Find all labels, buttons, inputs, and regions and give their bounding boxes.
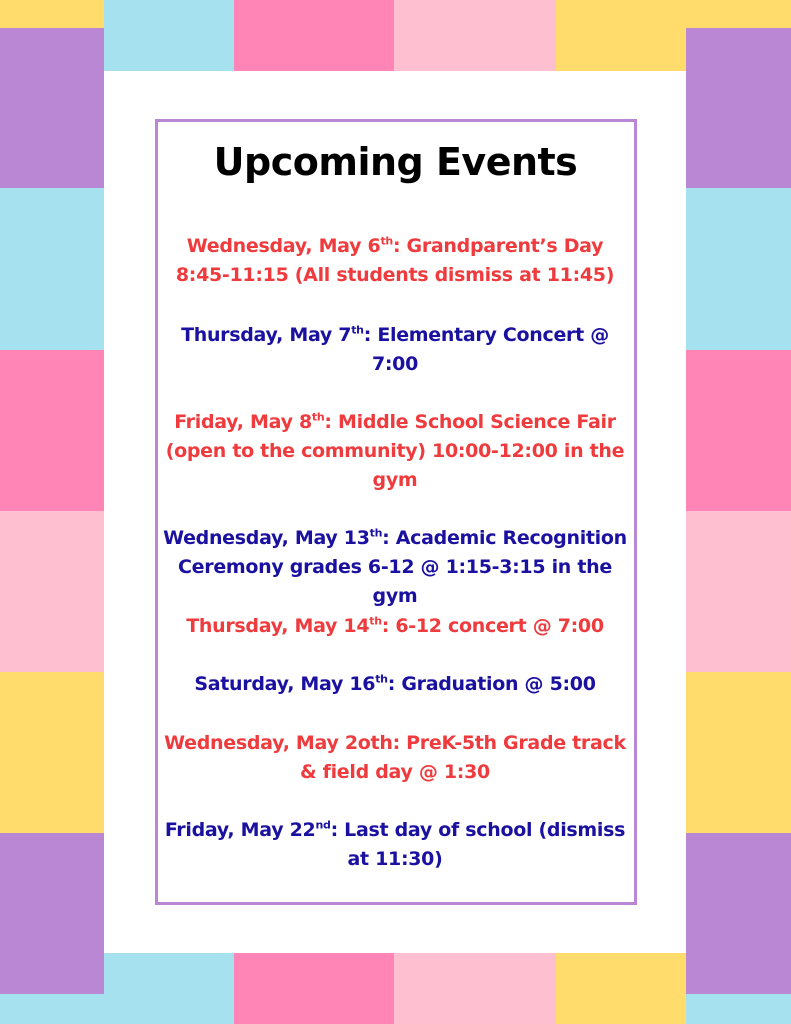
event-date: Friday, May 8 [174, 411, 312, 433]
event-date: Thursday, May 14 [186, 615, 370, 637]
event-item [160, 524, 630, 611]
event-description: : Last day of school (dismiss at 11:30) [330, 819, 626, 870]
event-item [160, 729, 630, 787]
border-tile [686, 833, 791, 994]
border-tile [556, 0, 686, 71]
border-tile [686, 188, 791, 350]
border-tile [0, 994, 104, 1024]
event-date: Wednesday, May 2oth [164, 732, 393, 754]
border-tile [394, 0, 556, 71]
event-date: Wednesday, May 6 [186, 235, 381, 257]
event-description: : Elementary Concert @ 7:00 [363, 324, 609, 375]
border-tile [104, 953, 234, 1024]
border-tile [0, 350, 104, 511]
border-tile [0, 672, 104, 833]
date-suffix: th [375, 672, 388, 686]
date-suffix: th [311, 410, 325, 424]
border-tile [686, 0, 791, 28]
event-description: : 6-12 concert @ 7:00 [381, 615, 604, 637]
event-description: : PreK-5th Grade track & field day @ 1:30 [300, 732, 626, 783]
border-tile [686, 672, 791, 833]
event-date: Thursday, May 7 [181, 324, 352, 346]
event-item [160, 232, 630, 290]
date-suffix: th [380, 234, 393, 248]
border-tile [686, 350, 791, 511]
border-tile [234, 0, 394, 71]
date-suffix: th [369, 614, 382, 628]
border-tile [686, 994, 791, 1024]
event-date: Saturday, May 16 [194, 673, 376, 695]
date-suffix: nd [315, 818, 331, 832]
event-item [160, 816, 630, 874]
date-suffix: th [369, 526, 383, 540]
border-tile [0, 0, 104, 28]
border-tile [686, 511, 791, 672]
border-tile [0, 511, 104, 672]
event-date: Friday, May 22 [164, 819, 316, 841]
page-title: Upcoming Events [213, 140, 578, 184]
date-suffix: th [351, 323, 364, 337]
event-description: : Academic Recognition Ceremony grades 6-12 @ 1:15-3:15 in the gym [178, 527, 627, 607]
event-description: : Grandparent’s Day 8:45-11:15 (All students dismiss at 11:45) [175, 235, 615, 286]
event-item [160, 612, 630, 641]
event-description: : Graduation @ 5:00 [387, 673, 596, 695]
border-tile [104, 0, 234, 71]
border-tile [234, 953, 394, 1024]
border-tile [0, 833, 104, 994]
event-item [160, 670, 630, 699]
event-item [160, 321, 630, 379]
border-tile [0, 188, 104, 350]
event-description: : Middle School Science Fair (open to the community) 10:00-12:00 in the gym [165, 411, 625, 491]
border-tile [394, 953, 556, 1024]
event-item [160, 408, 630, 495]
border-tile [556, 953, 686, 1024]
event-date: Wednesday, May 13 [163, 527, 370, 549]
